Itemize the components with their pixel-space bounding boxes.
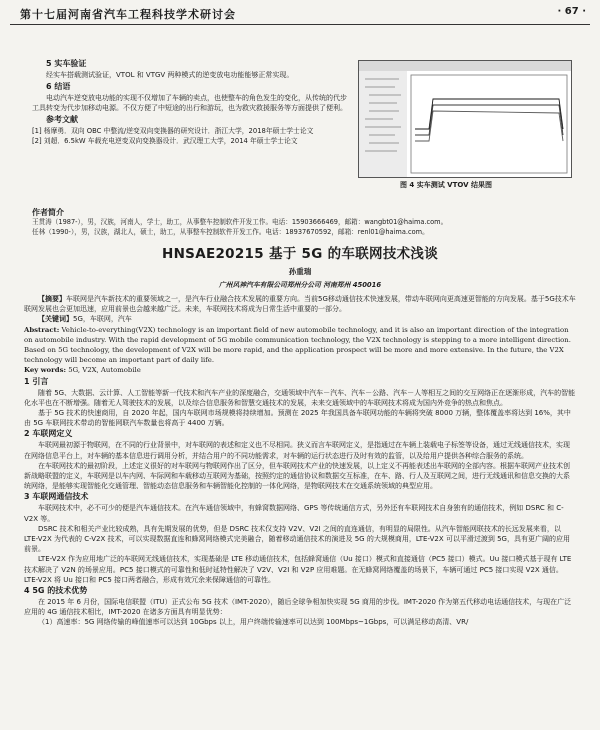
keywords-en-text: 5G, V2X, Automobile <box>68 366 141 375</box>
author-bio: 任林（1990-），男，汉族，湖北人，硕士，助工，从事整车控制软件开发工作。电话：18937670592，邮箱：renl01@haima.com。 <box>32 227 429 236</box>
figure-screenshot <box>358 60 572 178</box>
paragraph: 电动汽车逆变放电功能的实现不仅增加了车辆的卖点，也使整车的角色发生的变化，从传统的代步工具转变为代步加移动电源。不仅方便了中短途的出行和游玩，也为救灾救援服务等方面提供了便利。 <box>32 93 347 112</box>
paragraph: 随着 5G、大数据、云计算、人工智能等新一代技术和汽车产业的深度融合，交通领域中汽车－汽车、汽车－公路、汽车－人等相互之间的交互网络正在逐渐形成，汽车的智能化水平也在不断增强。随着无人驾驶技术的发展，以及综合信息服务和智慧交通技术的发展，未来交通领域中的车联网技术将成为国内外竞争的热点和焦点。 <box>24 388 576 407</box>
article-title: HNSAE20215 基于 5G 的车联网技术浅谈 <box>161 246 439 262</box>
section-heading: 1 引言 <box>24 376 49 386</box>
author-bio: 王贯涛（1987-），男，汉族，河南人，学士，助工，从事整车控制软件开发工作。电话：15903666469，邮箱：wangbt01@haima.com。 <box>32 218 448 226</box>
reference-item: [2] 刘超．6.5kW 车载充电逆变双向变换器设计．武汉理工大学，2014 年硕士学士论文 <box>32 136 298 145</box>
author-intro <box>32 207 572 237</box>
reference-item: [1] 杨摩勇．双向 OBC 中整流/逆变双向变换器的研究设计．浙江大学，2018年硕士学士论文 <box>32 126 314 135</box>
conference-title: 第十七届河南省汽车工程科技学术研讨会 <box>20 8 236 21</box>
paragraph: DSRC 技术和相关产业比较成熟，具有先期发展的优势，但是 DSRC 技术仅支持 V2V、V2I 之间的直连通信，有明显的局限性。从汽车智能网联技术的长远发展来看，以 LTE-V2X 为代表的 C-V2X 技术，可以实现数据直连和蜂窝网络模式完美融合，随着移动通信技术的演进及 5G 的大规模商用，LTE-V2X 可以平滑过渡到 5G，具有更广阔的应用前景。 <box>24 524 570 554</box>
abstract-cn <box>24 294 576 314</box>
paragraph: 经实车搭载测试验证，VTOL 和 VTGV 两种模式的逆变放电功能能够正常实现。 <box>46 71 294 79</box>
abstract-en <box>24 325 576 366</box>
keywords-en <box>24 365 576 375</box>
keywords-en-label: Key words: <box>24 366 67 375</box>
section-heading: 5 实车验证 <box>46 59 87 68</box>
figure-caption: 图 4 实车测试 VTOV 结果图 <box>400 181 492 189</box>
section-heading: 4 5G 的技术优势 <box>24 586 88 596</box>
keywords-cn-text: 5G，车联网，汽车 <box>73 315 132 324</box>
previous-article-tail <box>32 58 350 146</box>
abstract-cn-text: 车联网是汽车新技术的重要领域之一，是汽车行业融合技术发展的重要方向。当前5G移动通信技术快速发展，带动车联网向更高速更智能的方向发展。基于5G技术车联网发展也会更加迅速，应用前景也会越来越广泛。未来，车联网技术将成为日常生活中重要的一部分。 <box>24 295 576 314</box>
figure-image <box>359 61 571 177</box>
paragraph: （1）高速率：5G 网络传输的峰值速率可以达到 10Gbps 以上，用户终端传输速率可以达到 100Mbps~1Gbps，可以满足移动高清、VR/ <box>38 618 469 627</box>
section-heading: 3 车联网通信技术 <box>24 492 89 502</box>
paragraph: LTE-V2X 作为应用地广泛的车联网无线通信技术，实现基础是 LTE 移动通信技术，包括蜂窝通信（Uu 接口）模式和直接通信（PC5 接口）模式。Uu 接口模式基于现有 LTE 技术解决了 V2N 的场景应用。PC5 接口模式的可靠性和低时延特性解决了 V2V、V2I 和 V2P 应用难题。在无蜂窝网络覆盖的场景下，车辆可通过 PC5 接口实现 V2X 通信。LTE-V2X 将 Uu 接口和 PC5 接口两者融合，形成有效冗余来保障通信的可靠性。 <box>24 555 572 584</box>
paragraph: 在 2015 年 6 月份，国际电信联盟（ITU）正式公布 5G 技术（IMT-2020），随后全球争相加快实现 5G 商用的步伐。IMT-2020 作为第五代移动电话通信技术，与现在广泛应用的 4G 通信技术相比，IMT-2020 在诸多方面具有明显优势： <box>24 598 572 617</box>
paragraph: 车联网技术中，必不可少的便是汽车通信技术。在汽车通信领域中，有蜂窝数据网络、GPS 等传统通信方式，另外还有车联网技术自身独有的通信技术，例如 DSRC 和 C-V2X 等。 <box>24 504 564 523</box>
abstract-en-text: Vehicle-to-everything(V2X) technology is an important field of new automobile technology, and it is also an important direction of the integration on automobile industry. With the rapid development of 5G mobile communication technology, the V2X technology is stepping to a more intelligent direction. Based on 5G technology, the development of V2X will be more rapid, and the application prospect will be more and more extensive. In the future, the V2X technology will become an important part of daily life. <box>24 325 571 365</box>
keywords-cn <box>24 314 576 324</box>
section-heading: 2 车联网定义 <box>24 429 73 439</box>
keywords-cn-label: 【关键词】 <box>38 315 73 324</box>
author-intro-heading: 作者简介 <box>32 208 64 217</box>
running-header <box>10 4 590 25</box>
paragraph: 在车联网技术的最初阶段，上述定义很好的对车联网与物联网作出了区分，但车联网技术产业的快速发展，以上定义不再能表述出车联网的全部内容。根据车联网产业技术创新战略联盟的定义，车联网是以车内网、车际网和车载移动互联网为基础，按照约定的通信协议和数据交互标准，在车、路、行人及互联网之间，进行无线通讯和信息交换的大系统网络，是能够实现智能化交通管理、智能动态信息服务和车辆智能化控制的一体化网络，是物联网技术在交通系统领域的典型应用。 <box>24 461 570 491</box>
references-heading: 参考文献 <box>46 114 78 124</box>
article-body <box>24 294 576 628</box>
page-number: · 67 · <box>557 6 586 17</box>
figure-plot-area <box>411 75 567 173</box>
figure-toolbar <box>359 61 571 71</box>
article-author: 孙重瑞 <box>288 267 312 276</box>
paragraph: 车联网最初源于物联网，在不同的行业背景中，对车联网的表述和定义也不尽相同。狭义而言车联网定义，是指通过在车辆上装载电子标签等设备，通过无线通信技术，实现在网络信息平台上，对车辆的基本信息进行调用分析，并结合用户的不同功能需求，对车辆的运行状态进行及时有效的监管，以及给用户提供各种综合服务的系统。 <box>24 441 570 460</box>
paragraph: 基于 5G 技术的快速商用，自 2020 年起，国内车联网市场规模将持续增加。预测在 2025 年我国具备车联网功能的车辆将突破 8000 万辆，整体覆盖率将达到 16%，其中由 5G 车联网技术带动的智能网联汽车数量也将高于 4400 万辆。 <box>24 409 571 428</box>
section-heading: 6 结语 <box>46 81 71 91</box>
abstract-en-label: Abstract: <box>24 325 60 334</box>
abstract-cn-label: 【摘要】 <box>38 295 66 303</box>
article-affiliation: 广州风神汽车有限公司郑州分公司 河南郑州 450016 <box>218 281 382 289</box>
